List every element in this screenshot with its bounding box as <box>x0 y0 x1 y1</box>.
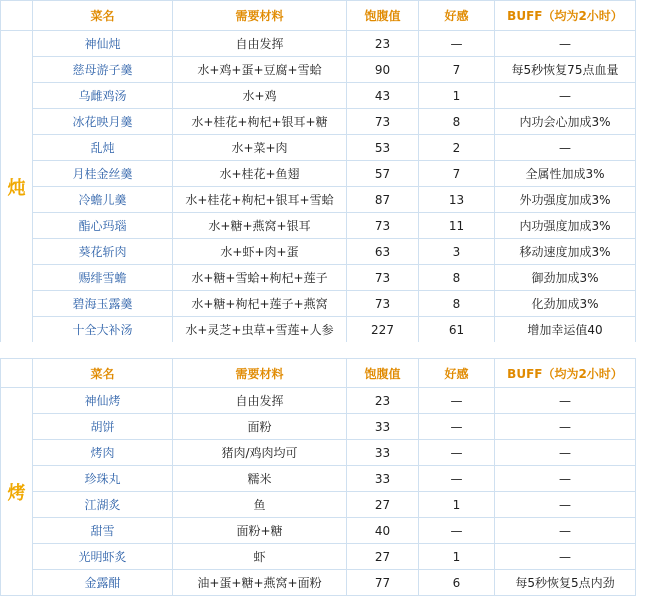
satiety: 43 <box>347 83 419 109</box>
dish-name: 神仙炖 <box>33 31 173 57</box>
header-ingredients: 需要材料 <box>173 359 347 388</box>
satiety: 90 <box>347 57 419 83</box>
buff: — <box>495 31 636 57</box>
dish-name: 碧海玉露羹 <box>33 291 173 317</box>
table-row <box>1 492 636 518</box>
satiety: 73 <box>347 291 419 317</box>
satiety: 63 <box>347 239 419 265</box>
header-buff: BUFF（均为2小时） <box>495 359 636 388</box>
favor: 61 <box>419 317 495 343</box>
dish-name: 十全大补汤 <box>33 317 173 343</box>
table-row <box>1 239 636 265</box>
favor: 6 <box>419 570 495 596</box>
table-row <box>1 31 636 57</box>
buff: 内功会心加成3% <box>495 109 636 135</box>
ingredients: 水+糖+雪蛤+枸杞+莲子 <box>173 265 347 291</box>
satiety: 23 <box>347 388 419 414</box>
favor: — <box>419 414 495 440</box>
table-row <box>1 135 636 161</box>
header-satiety: 饱腹值 <box>347 1 419 31</box>
ingredients: 水+鸡+蛋+豆腐+雪蛤 <box>173 57 347 83</box>
dish-name: 月桂金丝羹 <box>33 161 173 187</box>
header-satiety: 饱腹值 <box>347 359 419 388</box>
dish-name: 江湖炙 <box>33 492 173 518</box>
section-header-blank <box>1 1 33 31</box>
header-row <box>1 1 636 31</box>
dish-name: 胡饼 <box>33 414 173 440</box>
satiety: 53 <box>347 135 419 161</box>
buff: 外功强度加成3% <box>495 187 636 213</box>
table-row <box>1 544 636 570</box>
favor: 1 <box>419 544 495 570</box>
ingredients: 自由发挥 <box>173 388 347 414</box>
satiety: 87 <box>347 187 419 213</box>
favor: 13 <box>419 187 495 213</box>
header-buff: BUFF（均为2小时） <box>495 1 636 31</box>
table-row <box>1 440 636 466</box>
ingredients: 鱼 <box>173 492 347 518</box>
favor: — <box>419 388 495 414</box>
buff: 全属性加成3% <box>495 161 636 187</box>
satiety: 73 <box>347 213 419 239</box>
table-row <box>1 187 636 213</box>
favor: 7 <box>419 57 495 83</box>
favor: 3 <box>419 239 495 265</box>
buff: 御劲加成3% <box>495 265 636 291</box>
ingredients: 面粉+糖 <box>173 518 347 544</box>
satiety: 40 <box>347 518 419 544</box>
section-label: 烤 <box>1 388 33 596</box>
satiety: 227 <box>347 317 419 343</box>
favor: 8 <box>419 109 495 135</box>
header-favor: 好感 <box>419 1 495 31</box>
satiety: 23 <box>347 31 419 57</box>
table-row <box>1 414 636 440</box>
dish-name: 冰花映月羹 <box>33 109 173 135</box>
table-row <box>1 57 636 83</box>
ingredients: 水+糖+枸杞+莲子+燕窝 <box>173 291 347 317</box>
dish-name: 乌雌鸡汤 <box>33 83 173 109</box>
favor: — <box>419 440 495 466</box>
ingredients: 水+鸡 <box>173 83 347 109</box>
ingredients: 面粉 <box>173 414 347 440</box>
favor: — <box>419 518 495 544</box>
ingredients: 油+蛋+糖+燕窝+面粉 <box>173 570 347 596</box>
favor: 1 <box>419 492 495 518</box>
table-row <box>1 518 636 544</box>
buff: — <box>495 544 636 570</box>
table-row <box>1 466 636 492</box>
buff: — <box>495 440 636 466</box>
ingredients: 虾 <box>173 544 347 570</box>
buff: — <box>495 466 636 492</box>
header-dish: 菜名 <box>33 1 173 31</box>
buff: 每5秒恢复75点血量 <box>495 57 636 83</box>
ingredients: 水+菜+肉 <box>173 135 347 161</box>
table-row <box>1 388 636 414</box>
buff: — <box>495 414 636 440</box>
favor: — <box>419 31 495 57</box>
table-row <box>1 161 636 187</box>
table-row <box>1 291 636 317</box>
ingredients: 猪肉/鸡肉均可 <box>173 440 347 466</box>
satiety: 33 <box>347 414 419 440</box>
header-ingredients: 需要材料 <box>173 1 347 31</box>
section-label: 炖 <box>1 31 33 343</box>
table-row <box>1 109 636 135</box>
dish-name: 葵花斩肉 <box>33 239 173 265</box>
buff: 内功强度加成3% <box>495 213 636 239</box>
ingredients: 水+糖+燕窝+银耳 <box>173 213 347 239</box>
ingredients: 水+灵芝+虫草+雪莲+人参 <box>173 317 347 343</box>
section-gap <box>0 342 665 358</box>
buff: 化劲加成3% <box>495 291 636 317</box>
ingredients: 水+虾+肉+蛋 <box>173 239 347 265</box>
header-favor: 好感 <box>419 359 495 388</box>
header-row <box>1 359 636 388</box>
buff: 移动速度加成3% <box>495 239 636 265</box>
buff: — <box>495 518 636 544</box>
satiety: 77 <box>347 570 419 596</box>
satiety: 73 <box>347 265 419 291</box>
dish-name: 冷蟾儿羹 <box>33 187 173 213</box>
roast-table-body <box>1 388 636 596</box>
favor: 8 <box>419 265 495 291</box>
favor: 2 <box>419 135 495 161</box>
buff: — <box>495 135 636 161</box>
dish-name: 光明虾炙 <box>33 544 173 570</box>
dish-name: 金露酣 <box>33 570 173 596</box>
table-row <box>1 213 636 239</box>
ingredients: 水+桂花+枸杞+银耳+糖 <box>173 109 347 135</box>
buff: — <box>495 83 636 109</box>
dish-name: 酯心玛瑙 <box>33 213 173 239</box>
buff: — <box>495 492 636 518</box>
satiety: 33 <box>347 466 419 492</box>
table-row <box>1 570 636 596</box>
favor: 7 <box>419 161 495 187</box>
satiety: 57 <box>347 161 419 187</box>
dish-name: 慈母游子羹 <box>33 57 173 83</box>
ingredients: 水+桂花+枸杞+银耳+雪蛤 <box>173 187 347 213</box>
roast-table <box>0 358 636 596</box>
stew-table-body <box>1 31 636 343</box>
buff: 每5秒恢复5点内劲 <box>495 570 636 596</box>
table-row <box>1 317 636 343</box>
section-header-blank <box>1 359 33 388</box>
ingredients: 水+桂花+鱼翅 <box>173 161 347 187</box>
favor: 1 <box>419 83 495 109</box>
table-row <box>1 265 636 291</box>
buff: 增加幸运值40 <box>495 317 636 343</box>
table-row <box>1 83 636 109</box>
satiety: 27 <box>347 544 419 570</box>
dish-name: 珍珠丸 <box>33 466 173 492</box>
favor: 8 <box>419 291 495 317</box>
dish-name: 乱炖 <box>33 135 173 161</box>
dish-name: 赐绯雪蟾 <box>33 265 173 291</box>
dish-name: 烤肉 <box>33 440 173 466</box>
ingredients: 自由发挥 <box>173 31 347 57</box>
dish-name: 神仙烤 <box>33 388 173 414</box>
dish-name: 甜雪 <box>33 518 173 544</box>
buff: — <box>495 388 636 414</box>
satiety: 73 <box>347 109 419 135</box>
satiety: 33 <box>347 440 419 466</box>
favor: — <box>419 466 495 492</box>
ingredients: 糯米 <box>173 466 347 492</box>
favor: 11 <box>419 213 495 239</box>
satiety: 27 <box>347 492 419 518</box>
header-dish: 菜名 <box>33 359 173 388</box>
